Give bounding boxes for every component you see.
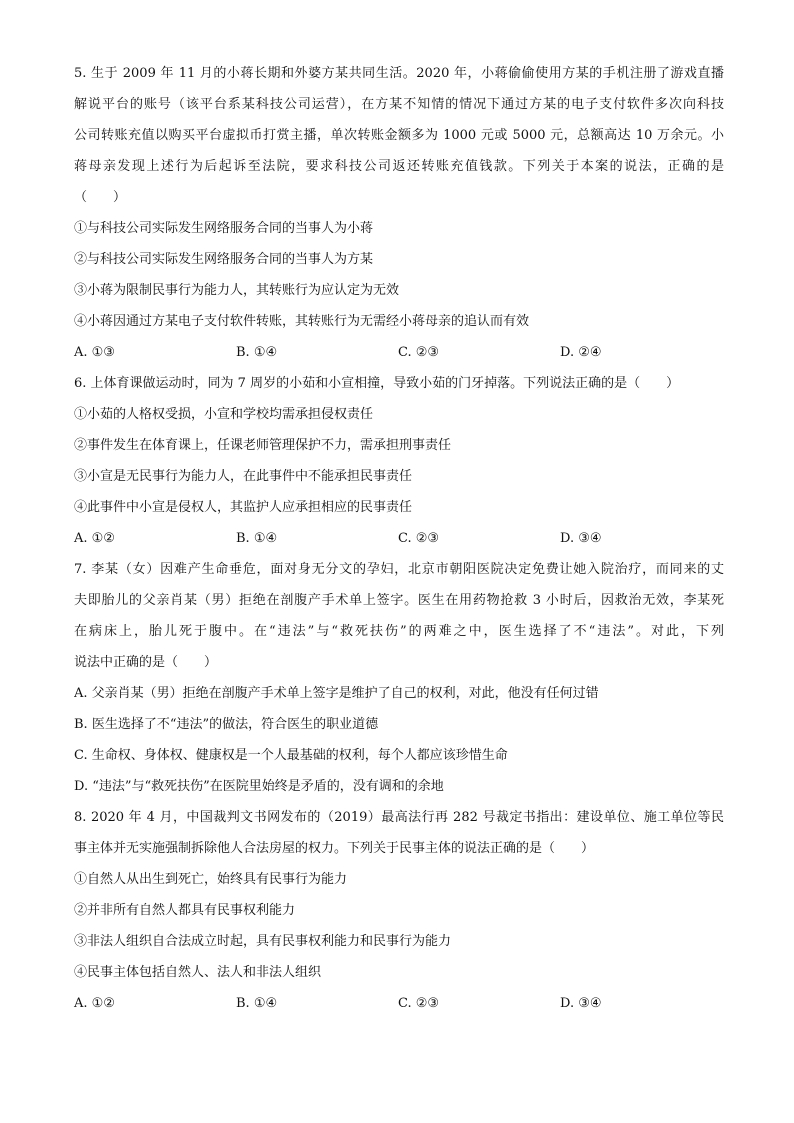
statement-item: ②并非所有自然人都具有民事权利能力 <box>74 903 296 918</box>
answer-options <box>74 988 724 1019</box>
option-d: D. ③④ <box>560 531 602 546</box>
question-stem-line: 说法中正确的是（ ） <box>74 655 218 670</box>
statement-item: ①自然人从出生到死亡，始终具有民事行为能力 <box>74 872 348 887</box>
statement-item: ④民事主体包括自然人、法人和非法人组织 <box>74 965 322 980</box>
option-b: B. ①④ <box>236 996 278 1011</box>
question-stem-line: 8. 2020 年 4 月，中国裁判文书网发布的（2019）最高法行再 282 号裁定书指出：建设单位、施工单位等民 <box>74 810 724 825</box>
answer-options <box>74 523 724 554</box>
answer-choice-b: B. 医生选择了不“违法”的做法，符合医生的职业道德 <box>74 717 379 732</box>
question-stem-line: 公司转账充值以购买平台虚拟币打赏主播，单次转账金额多为 1000 元或 5000 元，总额高达 10 万余元。小 <box>74 128 724 143</box>
option-d: D. ③④ <box>560 996 602 1011</box>
statement-item: ③非法人组织自合法成立时起，具有民事权利能力和民事行为能力 <box>74 934 452 949</box>
question-stem-line: 6. 上体育课做运动时，同为 7 周岁的小茹和小宣相撞，导致小茹的门牙掉落。下列说法正确的是（ ） <box>74 376 680 391</box>
option-b: B. ①④ <box>236 345 278 360</box>
question-stem-line: 夫即胎儿的父亲肖某（男）拒绝在剖腹产手术单上签字。医生在用药物抢救 3 小时后，因救治无效，李某死 <box>74 593 724 608</box>
statement-item: ②与科技公司实际发生网络服务合同的当事人为方某 <box>74 252 374 267</box>
answer-choice-d: D. “违法”与“救死扶伤”在医院里始终是矛盾的，没有调和的余地 <box>74 779 444 794</box>
question-6 <box>74 368 724 554</box>
option-d: D. ②④ <box>560 345 602 360</box>
option-a: A. ①② <box>74 531 115 546</box>
question-stem-line: 在病床上，胎儿死于腹中。在“违法”与“救死扶伤”的两难之中，医生选择了不“违法”。对此，下列 <box>74 624 724 639</box>
option-c: C. ②③ <box>398 531 440 546</box>
option-c: C. ②③ <box>398 996 440 1011</box>
option-a: A. ①③ <box>74 345 115 360</box>
question-stem-line: 解说平台的账号（该平台系某科技公司运营），在方某不知情的情况下通过方某的电子支付软件多次向科技 <box>74 97 724 112</box>
question-8 <box>74 802 724 1019</box>
statement-item: ②事件发生在体育课上，任课老师管理保护不力，需承担刑事责任 <box>74 438 452 453</box>
answer-options <box>74 337 724 368</box>
option-a: A. ①② <box>74 996 115 1011</box>
answer-choice-c: C. 生命权、身体权、健康权是一个人最基础的权利，每个人都应该珍惜生命 <box>74 748 508 763</box>
statement-item: ①小茹的人格权受损，小宣和学校均需承担侵权责任 <box>74 407 374 422</box>
exam-page <box>74 58 724 1019</box>
statement-item: ③小宣是无民事行为能力人，在此事件中不能承担民事责任 <box>74 469 413 484</box>
statement-item: ④此事件中小宣是侵权人，其监护人应承担相应的民事责任 <box>74 500 413 515</box>
option-c: C. ②③ <box>398 345 440 360</box>
question-stem-line: 事主体并无实施强制拆除他人合法房屋的权力。下列关于民事主体的说法正确的是（ ） <box>74 841 595 856</box>
option-b: B. ①④ <box>236 531 278 546</box>
answer-bracket: （ ） <box>74 190 127 205</box>
answer-choice-a: A. 父亲肖某（男）拒绝在剖腹产手术单上签字是维护了自己的权利，对此，他没有任何过错 <box>74 686 599 701</box>
question-stem-line: 5. 生于 2009 年 11 月的小蒋长期和外婆方某共同生活。2020 年，小蒋偷偷使用方某的手机注册了游戏直播 <box>74 66 724 81</box>
question-5 <box>74 58 724 368</box>
statement-item: ①与科技公司实际发生网络服务合同的当事人为小蒋 <box>74 221 374 236</box>
question-stem-line: 7. 李某（女）因难产生命垂危，面对身无分文的孕妇，北京市朝阳医院决定免费让她入院治疗，而同来的丈 <box>74 562 724 577</box>
statement-item: ④小蒋因通过方某电子支付软件转账，其转账行为无需经小蒋母亲的追认而有效 <box>74 314 530 329</box>
statement-item: ③小蒋为限制民事行为能力人，其转账行为应认定为无效 <box>74 283 400 298</box>
question-stem-line: 蒋母亲发现上述行为后起诉至法院，要求科技公司返还转账充值钱款。下列关于本案的说法，正确的是 <box>74 159 724 174</box>
question-7 <box>74 554 724 802</box>
